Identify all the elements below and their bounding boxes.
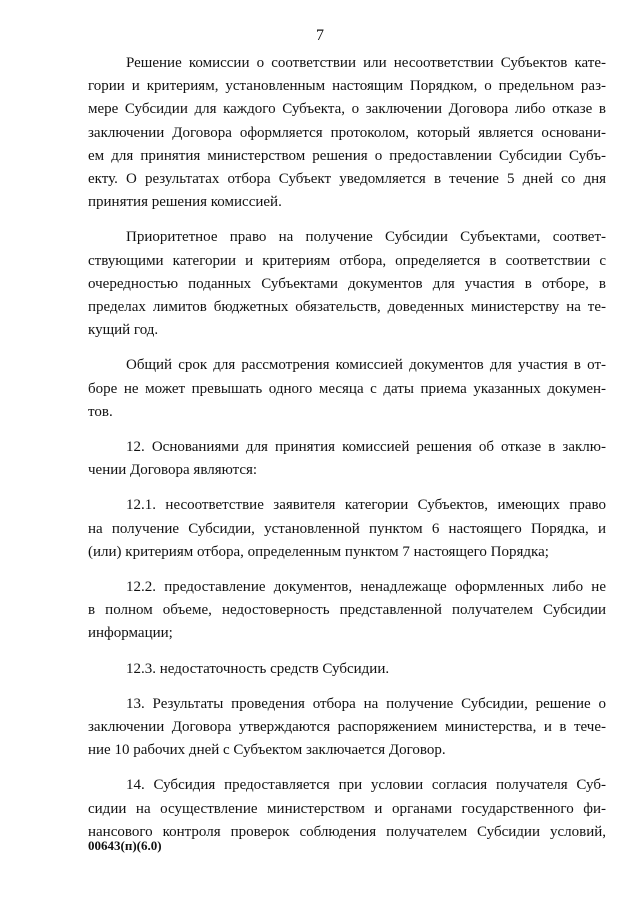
text-line: в полном объеме, недостоверность представленной получателем Субсидии xyxy=(88,602,606,619)
text-line: информации; xyxy=(88,625,173,642)
text-line: пределах лимитов бюджетных обязательств, доведенных министерству на те- xyxy=(88,299,606,316)
text-line: ствующими категории и критериям отбора, определяется в соответствии с xyxy=(88,252,606,269)
text-line: тов. xyxy=(88,403,113,420)
text-line: (или) критериям отбора, определенным пунктом 7 настоящего Порядка; xyxy=(88,543,549,560)
text-line: кущий год. xyxy=(88,322,159,339)
paragraph-commission-decision xyxy=(88,52,606,214)
text-line: очередностью поданных Субъектами документов для участия в отборе, в xyxy=(88,275,606,292)
paragraph-item-12-1 xyxy=(88,494,606,564)
text-line: заключении Договора оформляется протоколом, который является основани- xyxy=(88,124,606,141)
text-line: принятия решения комиссией. xyxy=(88,194,282,211)
text-line: заключении Договора утверждаются распоряжением министерства, и в тече- xyxy=(88,719,606,736)
document-body xyxy=(88,52,606,856)
text-line: на получение Субсидии, установленной пунктом 6 настоящего Порядка, и xyxy=(88,520,606,537)
paragraph-review-period xyxy=(88,354,606,424)
paragraph-priority-right xyxy=(88,226,606,342)
paragraph-item-12 xyxy=(88,436,606,482)
text-line: екту. О результатах отбора Субъект уведомляется в течение 5 дней со дня xyxy=(88,171,606,188)
text-line: 13. Результаты проведения отбора на получение Субсидии, решение о xyxy=(126,695,606,712)
text-line: 12.3. недостаточность средств Субсидии. xyxy=(126,660,390,677)
text-line: боре не может превышать одного месяца с даты приема указанных докумен- xyxy=(88,380,606,397)
text-line: сидии на осуществление министерством и органами государственного фи- xyxy=(88,800,606,817)
text-line: Общий срок для рассмотрения комиссией документов для участия в от- xyxy=(126,357,606,374)
text-line: 12. Основаниями для принятия комиссией решения об отказе в заклю- xyxy=(126,439,606,456)
text-line: ние 10 рабочих дней с Субъектом заключается Договор. xyxy=(88,742,446,759)
text-line: 14. Субсидия предоставляется при условии согласия получателя Суб- xyxy=(126,777,606,794)
text-line: ем для принятия министерством решения о предоставлении Субсидии Субъ- xyxy=(88,147,606,164)
paragraph-item-12-3 xyxy=(88,658,606,681)
text-line: 12.2. предоставление документов, ненадлежаще оформленных либо не xyxy=(126,579,606,596)
paragraph-item-13 xyxy=(88,693,606,763)
text-line: 12.1. несоответствие заявителя категории Субъектов, имеющих право xyxy=(126,497,606,514)
page-number: 7 xyxy=(316,27,324,44)
text-line: мере Субсидии для каждого Субъекта, о заключении Договора либо отказе в xyxy=(88,101,606,118)
text-line: Приоритетное право на получение Субсидии Субъектами, соответ- xyxy=(126,229,606,246)
document-code: 00643(п)(6.0) xyxy=(88,838,162,853)
paragraph-item-14 xyxy=(88,774,606,844)
text-line: чении Договора являются: xyxy=(88,462,258,479)
text-line: нансового контроля проверок соблюдения получателем Субсидии условий, xyxy=(88,823,606,840)
text-line: гории и критериям, установленным настоящим Порядком, о предельном раз- xyxy=(88,78,606,95)
text-line: Решение комиссии о соответствии или несоответствии Субъектов кате- xyxy=(126,55,606,71)
paragraph-item-12-2 xyxy=(88,576,606,646)
